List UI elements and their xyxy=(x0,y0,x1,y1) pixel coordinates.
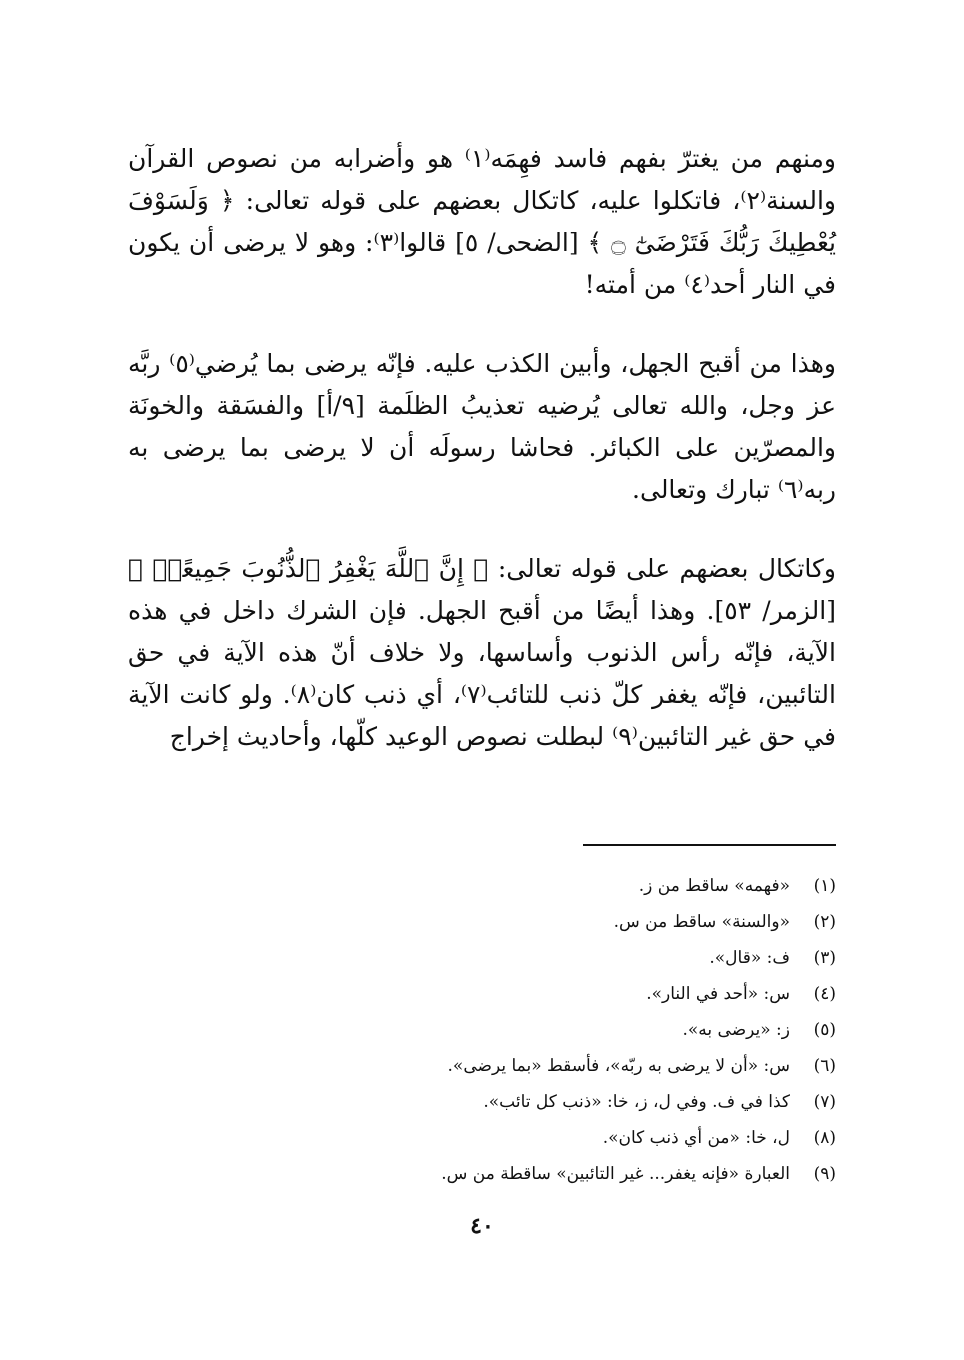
footnote-text: ز: «يرضى به». xyxy=(682,1020,790,1040)
footnote-ref-9: ⁽٩⁾ xyxy=(612,722,638,751)
text-segment: وكاتكال بعضهم على قوله تعالى: ﴿ إِنَّ ٱللَّهَ يَغْفِرُ ٱلذُّنُوبَ جَمِيعًاۚ ﴾ [الزمر/ ٥٣]. وهذا أيضًا من أقبح الجهل. فإن الشرك داخل في هذه الآية، فإنّه رأس الذنوب وأساسها، ولا خلاف أنّ هذه الآية في حق التائبين، فإنّه يغفر كلّ ذنب للتائب xyxy=(128,554,836,709)
text-segment: ، أي ذنب كان xyxy=(316,680,461,709)
page-number: ٤٠ xyxy=(470,1213,494,1239)
footnote-number: (٧) xyxy=(813,1092,836,1112)
footnote-ref-3: ⁽٣⁾ xyxy=(373,228,400,257)
footnote-text: س: «أن لا يرضى به ربّه»، فأسقط «بما يرضى». xyxy=(447,1056,790,1076)
footnote xyxy=(300,1120,836,1156)
footnote-text: «والسنة» ساقط من س. xyxy=(613,912,790,932)
footnote xyxy=(300,940,836,976)
paragraph-2 xyxy=(128,343,836,511)
text-segment: ربَّه عز وجل، والله تعالى يُرضيه تعذيبُ الظلَمة [٩/أ] والفسَقة والخونَة والمصرّين على الكبائر. فحاشا رسولَه أن لا يرضى بما يرضى به ربه xyxy=(128,349,836,504)
paragraph-1 xyxy=(128,138,836,306)
footnote-number: (٤) xyxy=(813,984,836,1004)
footnote-ref-7: ⁽٧⁾ xyxy=(460,680,487,709)
footnote xyxy=(300,976,836,1012)
footnote-number: (٢) xyxy=(813,912,836,932)
footnote-text: س: «أحد في النار». xyxy=(646,984,790,1004)
text-segment: : وهو لا يرضى أن يكون في النار أحد xyxy=(128,228,836,299)
footnote xyxy=(300,904,836,940)
footnote-text: ف: «قال». xyxy=(709,948,790,968)
footnote-number: (٩) xyxy=(813,1164,836,1184)
footnotes xyxy=(300,868,836,1192)
footnote xyxy=(300,1048,836,1084)
footnote-ref-5: ⁽٥⁾ xyxy=(169,349,195,378)
text-segment: لبطلت نصوص الوعيد كلّها، وأحاديث إخراج xyxy=(169,722,613,751)
footnote-number: (١) xyxy=(813,876,836,896)
text-segment: من أمته! xyxy=(584,270,685,299)
footnote-text: كذا في ف. وفي ل، ز، خا: «ذنب كل تائب». xyxy=(483,1092,790,1112)
text-segment: تبارك وتعالى. xyxy=(632,475,778,504)
footnote-separator xyxy=(583,844,836,846)
footnote-text: «فهمه» ساقط من ز. xyxy=(638,876,790,896)
footnote-text: العبارة «فإنه يغفر... غير التائبين» ساقطة من س. xyxy=(441,1164,790,1184)
footnote-ref-4: ⁽٤⁾ xyxy=(684,270,710,299)
main-text xyxy=(128,138,836,758)
footnote xyxy=(300,1012,836,1048)
footnote-ref-2: ⁽٢⁾ xyxy=(740,186,767,215)
footnote xyxy=(300,868,836,904)
text-segment: ، فاتكلوا عليه، كاتكال بعضهم على قوله تعالى: ﴿ وَلَسَوْفَ يُعْطِيكَ رَبُّكَ فَتَرْضَىٰٓ ۝ ﴾ [الضحى/ ٥] قالوا xyxy=(128,186,837,257)
text-segment: ومنهم من يغترّ بفهم فاسد فهِمَه xyxy=(490,144,836,173)
footnote-ref-1: ⁽١⁾ xyxy=(464,144,491,173)
footnote-text: ل، خا: «من أي ذنب كان». xyxy=(602,1128,790,1148)
footnote-number: (٥) xyxy=(813,1020,836,1040)
text-segment: . ولو كانت الآية في حق غير التائبين xyxy=(128,680,836,751)
paragraph-3 xyxy=(128,548,836,758)
footnote xyxy=(300,1084,836,1120)
footnote xyxy=(300,1156,836,1192)
text-segment: وهذا من أقبح الجهل، وأبين الكذب عليه. فإنّه يرضى بما يُرضي xyxy=(194,349,836,378)
footnote-ref-6: ⁽٦⁾ xyxy=(777,475,804,504)
text-segment: هو وأضرابه من نصوص القرآن والسنة xyxy=(128,144,836,215)
footnote-number: (٣) xyxy=(813,948,836,968)
footnote-number: (٦) xyxy=(813,1056,836,1076)
footnote-number: (٨) xyxy=(813,1128,836,1148)
footnote-ref-8: ⁽٨⁾ xyxy=(290,680,317,709)
